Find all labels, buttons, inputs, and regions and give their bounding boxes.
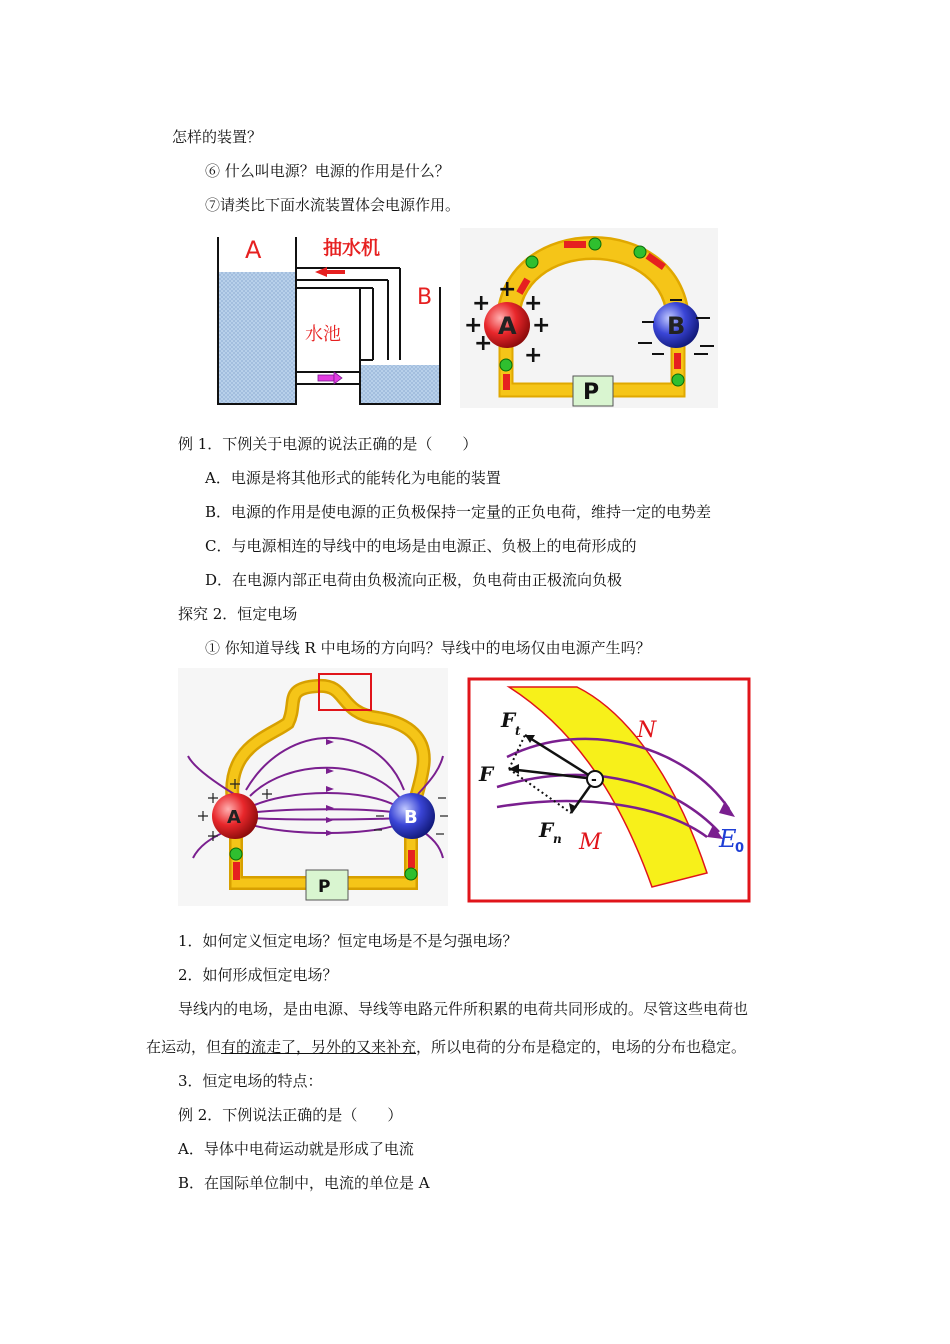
- pole-a-label: A: [227, 807, 241, 828]
- pole-b-label: B: [667, 312, 686, 340]
- tank-a-water: [218, 272, 296, 404]
- svg-text:+: +: [474, 331, 493, 356]
- tank-b-label: B: [417, 285, 433, 310]
- question-2: 2．如何形成恒定电场？: [178, 966, 338, 984]
- example2-option-a: A．导体中电荷运动就是形成了电流: [178, 1140, 414, 1158]
- example2-stem: 例 2．下例说法正确的是（ ）: [178, 1106, 403, 1124]
- svg-text:0: 0: [735, 841, 745, 856]
- svg-text:n: n: [553, 832, 562, 846]
- svg-text:+: +: [498, 277, 517, 302]
- svg-text:+: +: [472, 291, 491, 316]
- svg-text:+: +: [524, 343, 543, 368]
- question-3: 3．恒定电场的特点：: [178, 1072, 323, 1090]
- left-wire-charge: [500, 359, 512, 371]
- water-analogy-diagram: [205, 232, 445, 410]
- example1-stem: 例 1．下例关于电源的说法正确的是（ ）: [178, 435, 478, 453]
- flow-arrow: [318, 375, 334, 381]
- field-lines-diagram: [178, 668, 448, 908]
- paragraph-line2: 在运动，但有的流走了，另外的又来补充，所以电荷的分布是稳定的，电场的分布也稳定。: [146, 1038, 747, 1056]
- intro-line: 怎样的装置？: [172, 128, 263, 146]
- example1-option-c: C．与电源相连的导线中的电场是由电源正、负极上的电荷形成的: [205, 537, 637, 555]
- underlined-phrase: 有的流走了，另外的又来补充: [221, 1038, 417, 1056]
- field-e0-label: E: [719, 825, 737, 853]
- tank-b-water: [360, 365, 440, 404]
- example2-option-b: B．在国际单位制中，电流的单位是 A: [178, 1174, 430, 1192]
- svg-text:-: -: [591, 772, 597, 788]
- circuit-analogy-diagram: [460, 228, 720, 410]
- example1-option-b: B．电源的作用是使电源的正负极保持一定量的正负电荷，维持一定的电势差: [205, 503, 712, 521]
- example1-option-a: A．电源是将其他形式的能转化为电能的装置: [205, 469, 501, 487]
- force-f-label: F: [479, 762, 494, 786]
- force-fn-label: F: [539, 818, 554, 842]
- question-1: 1．如何定义恒定电场？恒定电场是不是匀强电场？: [178, 932, 518, 950]
- force-ft-label: F: [501, 708, 516, 732]
- section2-title: 探究 2．恒定电场: [178, 605, 298, 623]
- question-7: ⑦请类比下面水流装置体会电源作用。: [205, 196, 461, 214]
- question-6: ⑥ 什么叫电源？电源的作用是什么？: [205, 162, 450, 180]
- charge-dot: [589, 238, 601, 250]
- load-box-label: P: [318, 877, 331, 897]
- paragraph-line1: 导线内的电场，是由电源、导线等电路元件所积累的电荷共同形成的。尽管这些电荷也: [178, 1000, 749, 1018]
- section2-question1: ① 你知道导线 R 中电场的方向吗？导线中的电场仅由电源产生吗？: [205, 639, 651, 657]
- pump-label: 抽水机: [323, 237, 381, 259]
- force-diagram: [467, 677, 751, 903]
- region-n-label: N: [637, 718, 657, 743]
- pole-b-label: B: [404, 807, 418, 828]
- svg-text:+: +: [524, 291, 543, 316]
- pole-a-label: A: [498, 312, 517, 340]
- tank-a-label: A: [245, 236, 262, 264]
- svg-text:t: t: [515, 724, 521, 738]
- load-box-label: P: [583, 380, 600, 405]
- example1-option-d: D．在电源内部正电荷由负极流向正极，负电荷由正极流向负极: [205, 571, 623, 589]
- pool-label: 水池: [305, 324, 341, 345]
- region-m-label: M: [579, 830, 602, 855]
- svg-text:+: +: [464, 313, 483, 338]
- svg-text:+: +: [532, 313, 551, 338]
